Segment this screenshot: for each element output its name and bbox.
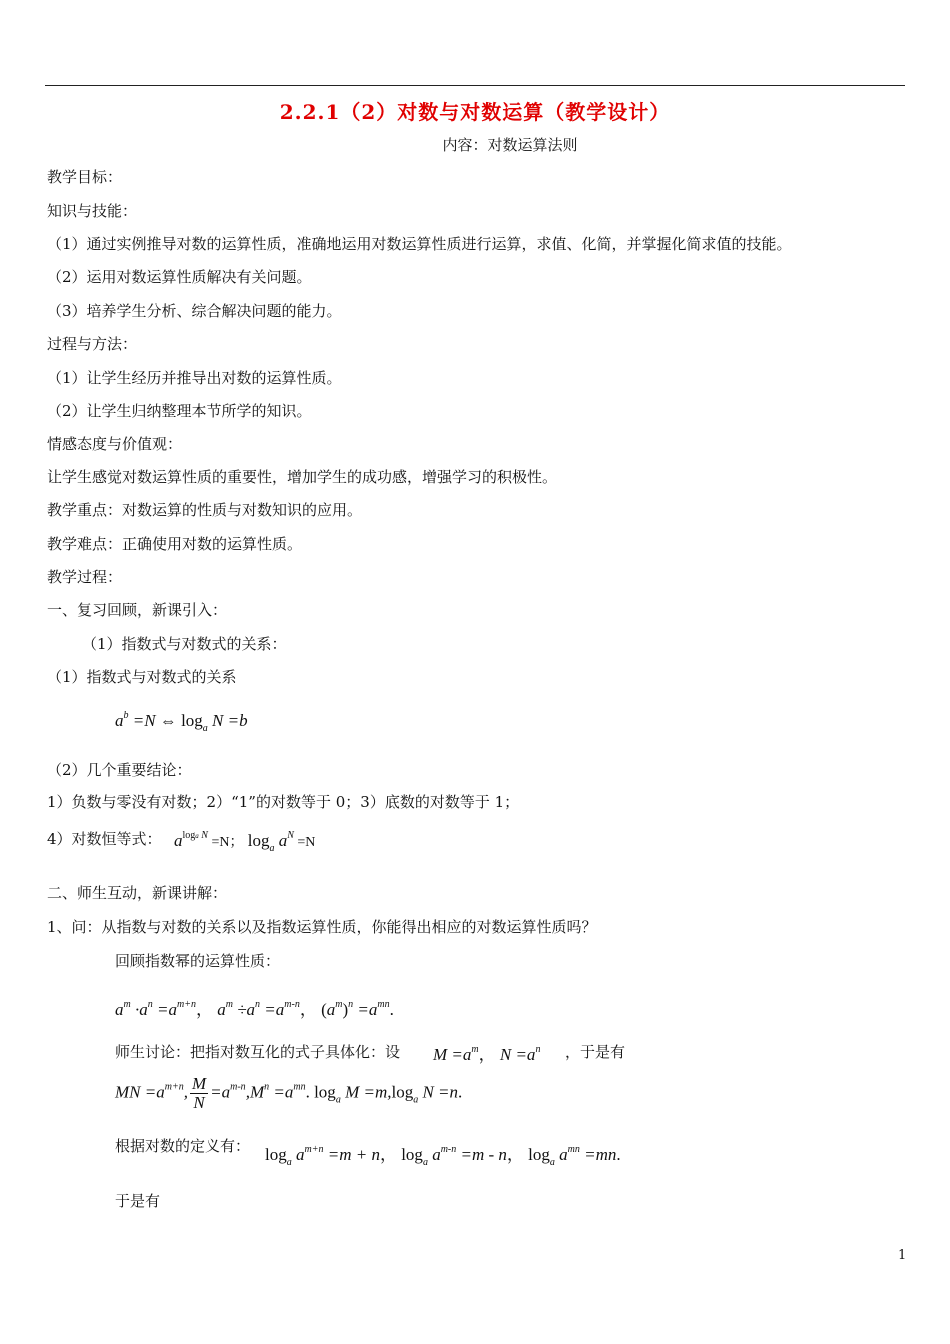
text-line: 二、师生互动，新课讲解： — [47, 884, 228, 902]
text-line: 教学重点：对数运算的性质与对数知识的应用。 — [47, 501, 363, 519]
page-subtitle: 内容：对数运算法则 — [442, 136, 578, 154]
formula-power-rules: $a^m \cdot a^n =a^{m+n}$， $a^m \div a^n =a^{m-n}$， $(a^m)^n =a^{mn}$. — [115, 999, 394, 1019]
text-line: 教学难点：正确使用对数的运算性质。 — [47, 535, 303, 553]
text-line: 回顾指数幂的运算性质： — [115, 952, 281, 970]
text-line: 一、复习回顾，新课引入： — [47, 601, 228, 619]
text-line: 于是有 — [115, 1192, 161, 1210]
text-line: （1）指数式与对数式的关系： — [82, 635, 287, 653]
text-line: 情感态度与价值观： — [47, 435, 183, 453]
header-rule — [45, 85, 905, 86]
text-line: （1）指数式与对数式的关系 — [47, 668, 237, 686]
text-line: 知识与技能： — [47, 202, 138, 220]
text-line: 根据对数的定义有： — [115, 1137, 251, 1155]
text-line: （3）培养学生分析、综合解决问题的能力。 — [47, 302, 342, 320]
text-line: 教学目标： — [47, 168, 123, 186]
text-line: 4）对数恒等式： — [47, 830, 162, 848]
text-line: 让学生感觉对数运算性质的重要性，增加学生的成功感，增强学习的积极性。 — [47, 468, 558, 486]
formula-log-identity: $a^{loga N} =N$； $\log_a a^N =N$ — [174, 830, 316, 854]
text-line: （2）几个重要结论： — [47, 761, 192, 779]
text-line: （2）让学生归纳整理本节所学的知识。 — [47, 402, 312, 420]
page-number: 1 — [898, 1248, 907, 1263]
text-line: （1）通过实例推导对数的运算性质，准确地运用对数运算性质进行运算，求值、化简，并掌握化简求值的技能。 — [47, 235, 792, 253]
text-line: ，于是有 — [565, 1043, 626, 1061]
text-line: 过程与方法： — [47, 335, 138, 353]
text-line: （2）运用对数运算性质解决有关问题。 — [47, 268, 312, 286]
text-line: 1）负数与零没有对数；2）“1”的对数等于 0；3）底数的对数等于 1； — [47, 793, 520, 811]
text-line: 教学过程： — [47, 568, 123, 586]
text-line: 1、问：从指数与对数的关系以及指数运算性质，你能得出相应的对数运算性质吗？ — [47, 918, 597, 936]
formula-mn-quotient: MN $=a^{m+n}$, $\frac{M}{N}$ $=a^{m-n},M^n =a^{mn}$. $\log_a M =m,\log_a$ N =n. — [115, 1074, 463, 1112]
formula-set-mn: $M =a^m$， $N =a^n$ — [433, 1044, 541, 1064]
text-line: 师生讨论：把指对数互化的式子具体化：设 — [115, 1043, 401, 1061]
formula-log-definitions: $\log_a a^{m+n} =m + n$， $\log_a a^{m-n} =m - n$， $\log_a a^{mn} =mn$. — [265, 1144, 621, 1168]
formula-exp-log-relation: $a^b =N$ ⇔ $\log_a N =b$ — [115, 710, 248, 734]
page-title: 2.2.1（2）对数与对数运算（教学设计） — [279, 100, 671, 124]
text-line: （1）让学生经历并推导出对数的运算性质。 — [47, 369, 342, 387]
